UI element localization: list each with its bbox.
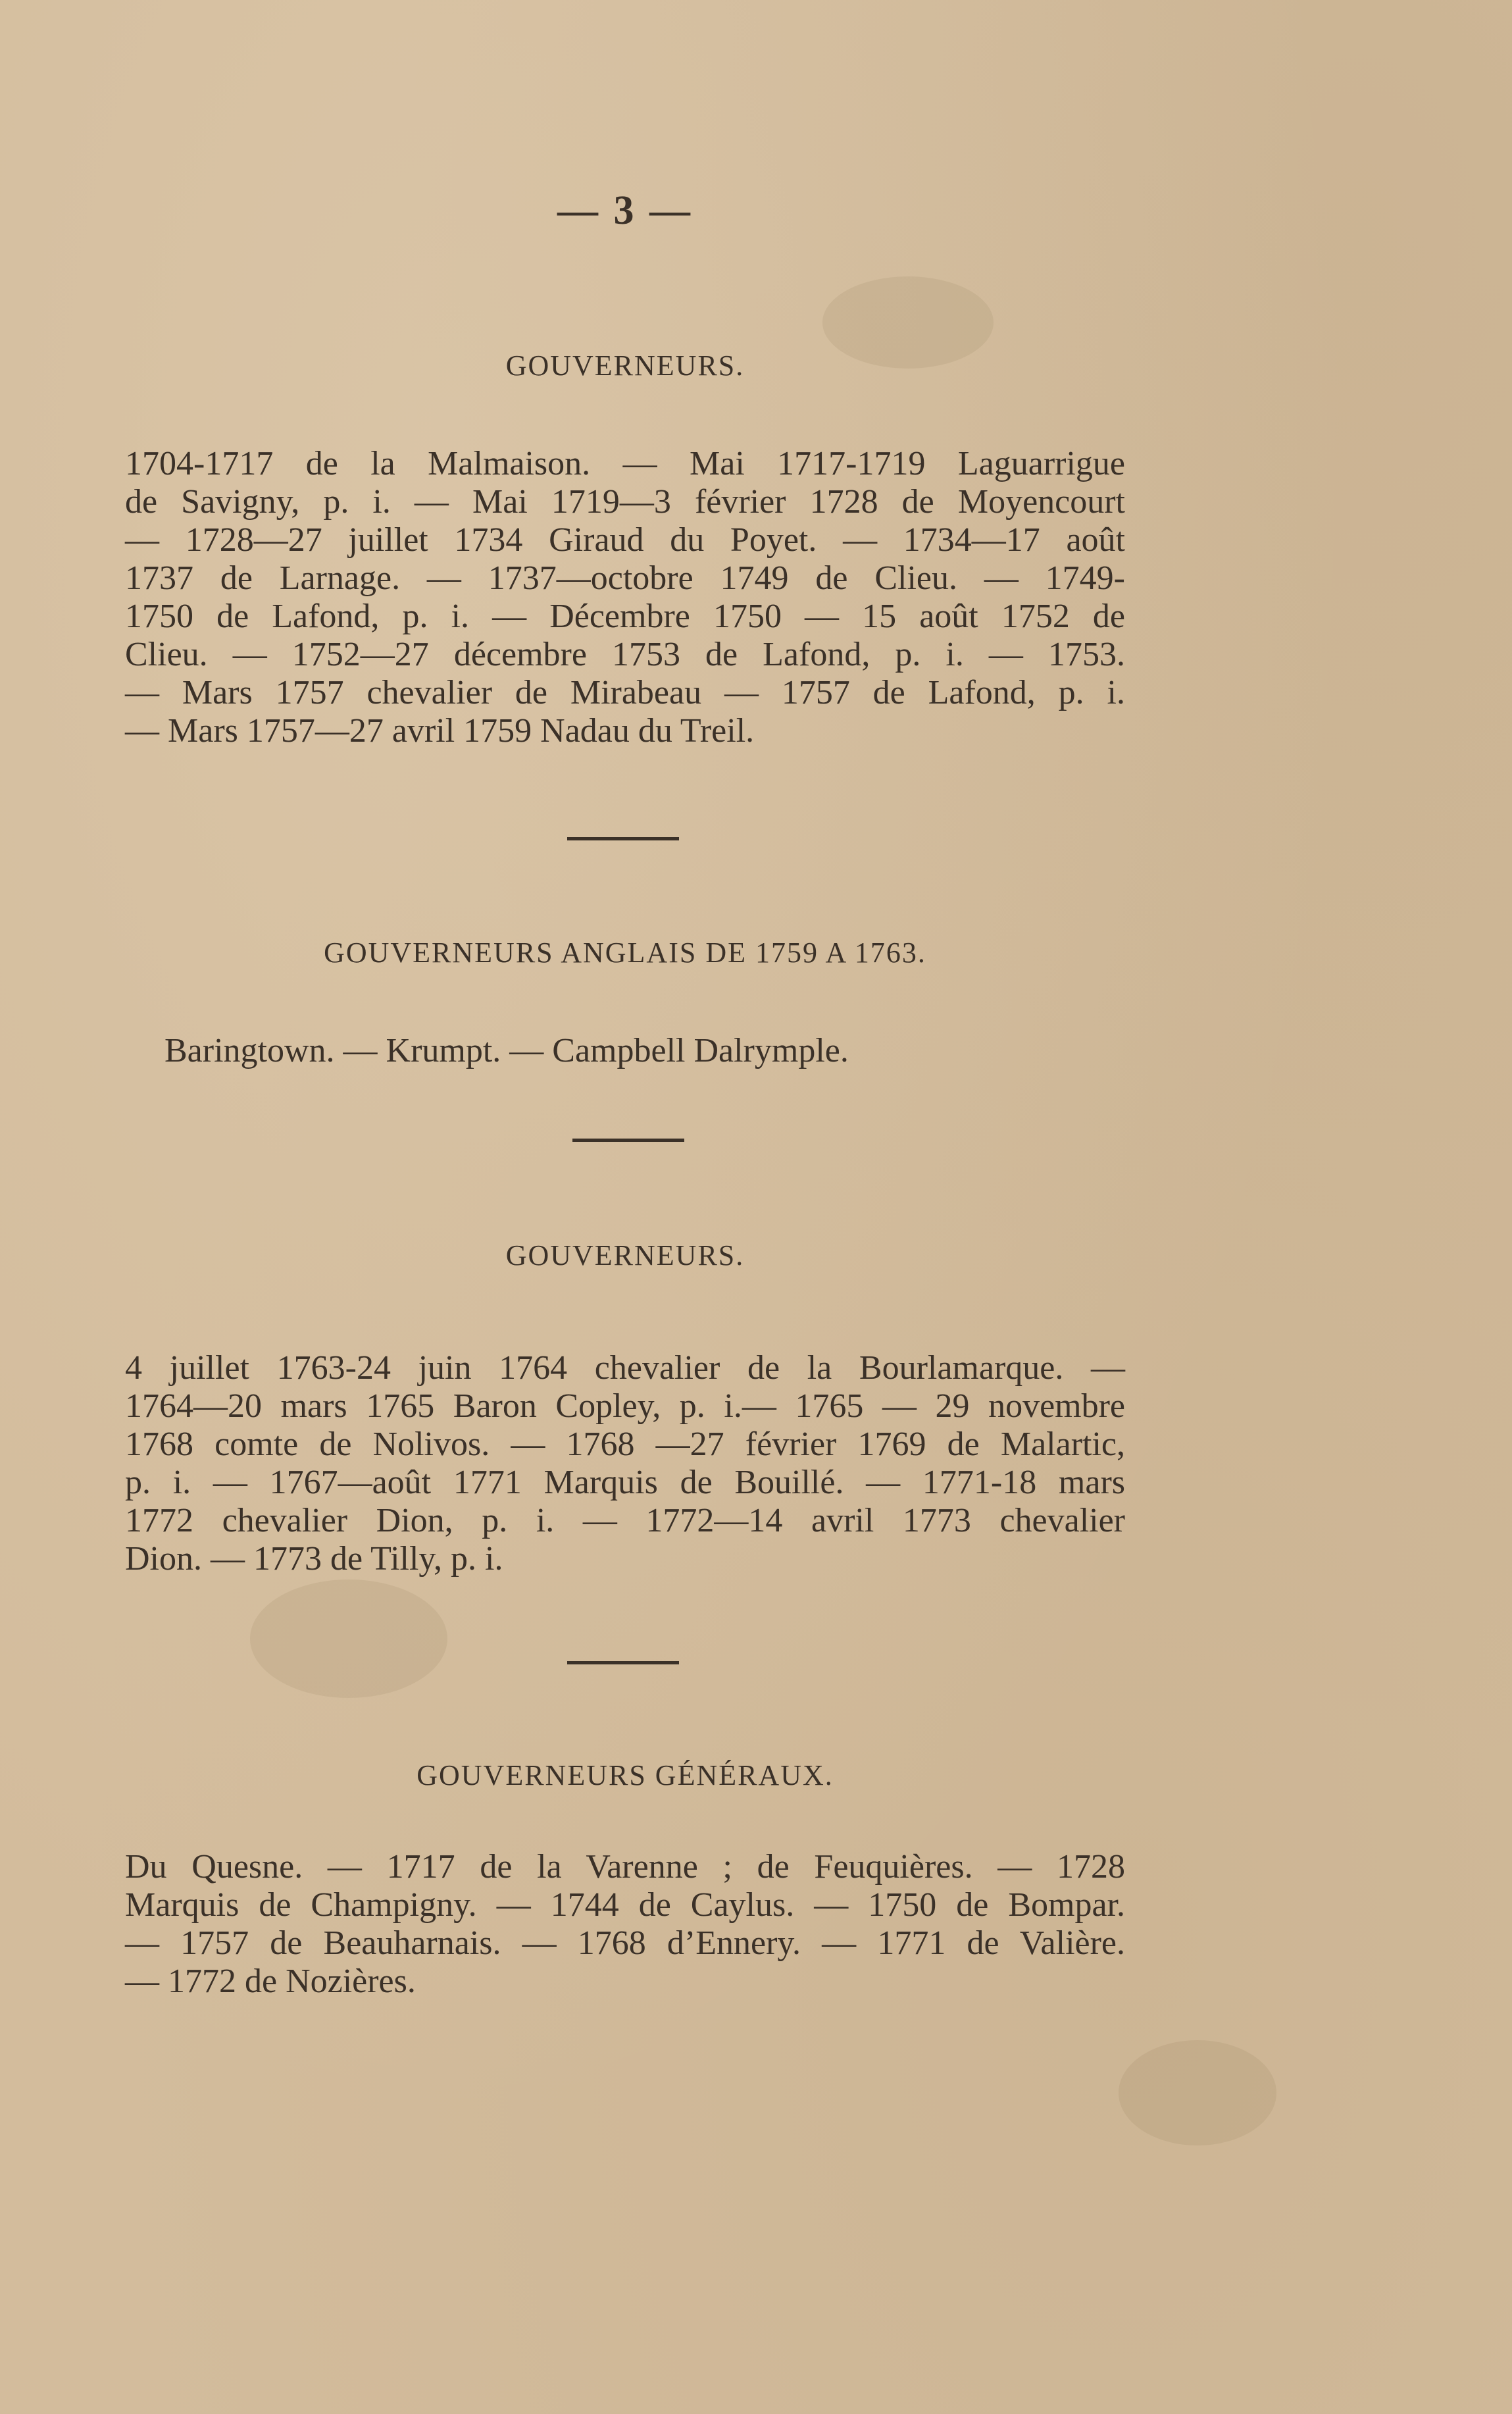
section-divider (567, 837, 679, 840)
section-paragraph-gouverneurs (125, 445, 1125, 750)
text-line: — Mars 1757 chevalier de Mirabeau — 1757 de Lafond, p. i. (125, 674, 1125, 711)
text-line: 1768 comte de Nolivos. — 1768 —27 février 1769 de Malartic, (125, 1425, 1125, 1463)
text-line: — Mars 1757—27 avril 1759 Nadau du Treil. (125, 712, 755, 750)
section-divider (572, 1139, 684, 1142)
text-line: Dion. — 1773 de Tilly, p. i. (125, 1540, 503, 1578)
text-line: — 1728—27 juillet 1734 Giraud du Poyet. — 1734—17 août (125, 521, 1125, 559)
section-paragraph-gouverneurs-anglais (164, 1032, 1020, 1070)
text-line: 1737 de Larnage. — 1737—octobre 1749 de Clieu. — 1749- (125, 559, 1125, 597)
text-line: — 1772 de Nozières. (125, 1963, 416, 2000)
section-heading-gouverneurs-anglais: GOUVERNEURS ANGLAIS DE 1759 A 1763. (324, 937, 926, 969)
text-line: — 1757 de Beauharnais. — 1768 d’Ennery. — 1771 de Valière. (125, 1924, 1125, 1962)
text-line: 1750 de Lafond, p. i. — Décembre 1750 — 15 août 1752 de (125, 598, 1125, 635)
text-line: Marquis de Champigny. — 1744 de Caylus. — 1750 de Bompar. (125, 1886, 1125, 1924)
section-divider (567, 1661, 679, 1664)
paper-stain (1119, 2040, 1276, 2145)
text-line: de Savigny, p. i. — Mai 1719—3 février 1728 de Moyencourt (125, 483, 1125, 521)
text-line: Clieu. — 1752—27 décembre 1753 de Lafond, p. i. — 1753. (125, 636, 1125, 673)
paper-stain (250, 1579, 447, 1698)
text-line: 1704-1717 de la Malmaison. — Mai 1717-1719 Laguarrigue (125, 445, 1125, 482)
section-heading-gouverneurs-generaux: GOUVERNEURS GÉNÉRAUX. (416, 1759, 834, 1791)
section-paragraph-gouverneurs-2 (125, 1349, 1125, 1578)
section-heading-gouverneurs: GOUVERNEURS. (505, 349, 745, 382)
section-paragraph-gouverneurs-generaux (125, 1848, 1125, 2001)
page-number: — 3 — (557, 188, 693, 233)
text-line: 4 juillet 1763-24 juin 1764 chevalier de la Bourlamarque. — (125, 1349, 1125, 1387)
text-line: Du Quesne. — 1717 de la Varenne ; de Feuquières. — 1728 (125, 1848, 1125, 1886)
section-heading-gouverneurs-2: GOUVERNEURS. (505, 1239, 745, 1271)
text-line: Baringtown. — Krumpt. — Campbell Dalrymple. (164, 1032, 849, 1069)
text-line: 1772 chevalier Dion, p. i. — 1772—14 avril 1773 chevalier (125, 1502, 1125, 1539)
text-line: p. i. — 1767—août 1771 Marquis de Bouillé. — 1771-18 mars (125, 1464, 1125, 1501)
text-line: 1764—20 mars 1765 Baron Copley, p. i.— 1765 — 29 novembre (125, 1387, 1125, 1425)
